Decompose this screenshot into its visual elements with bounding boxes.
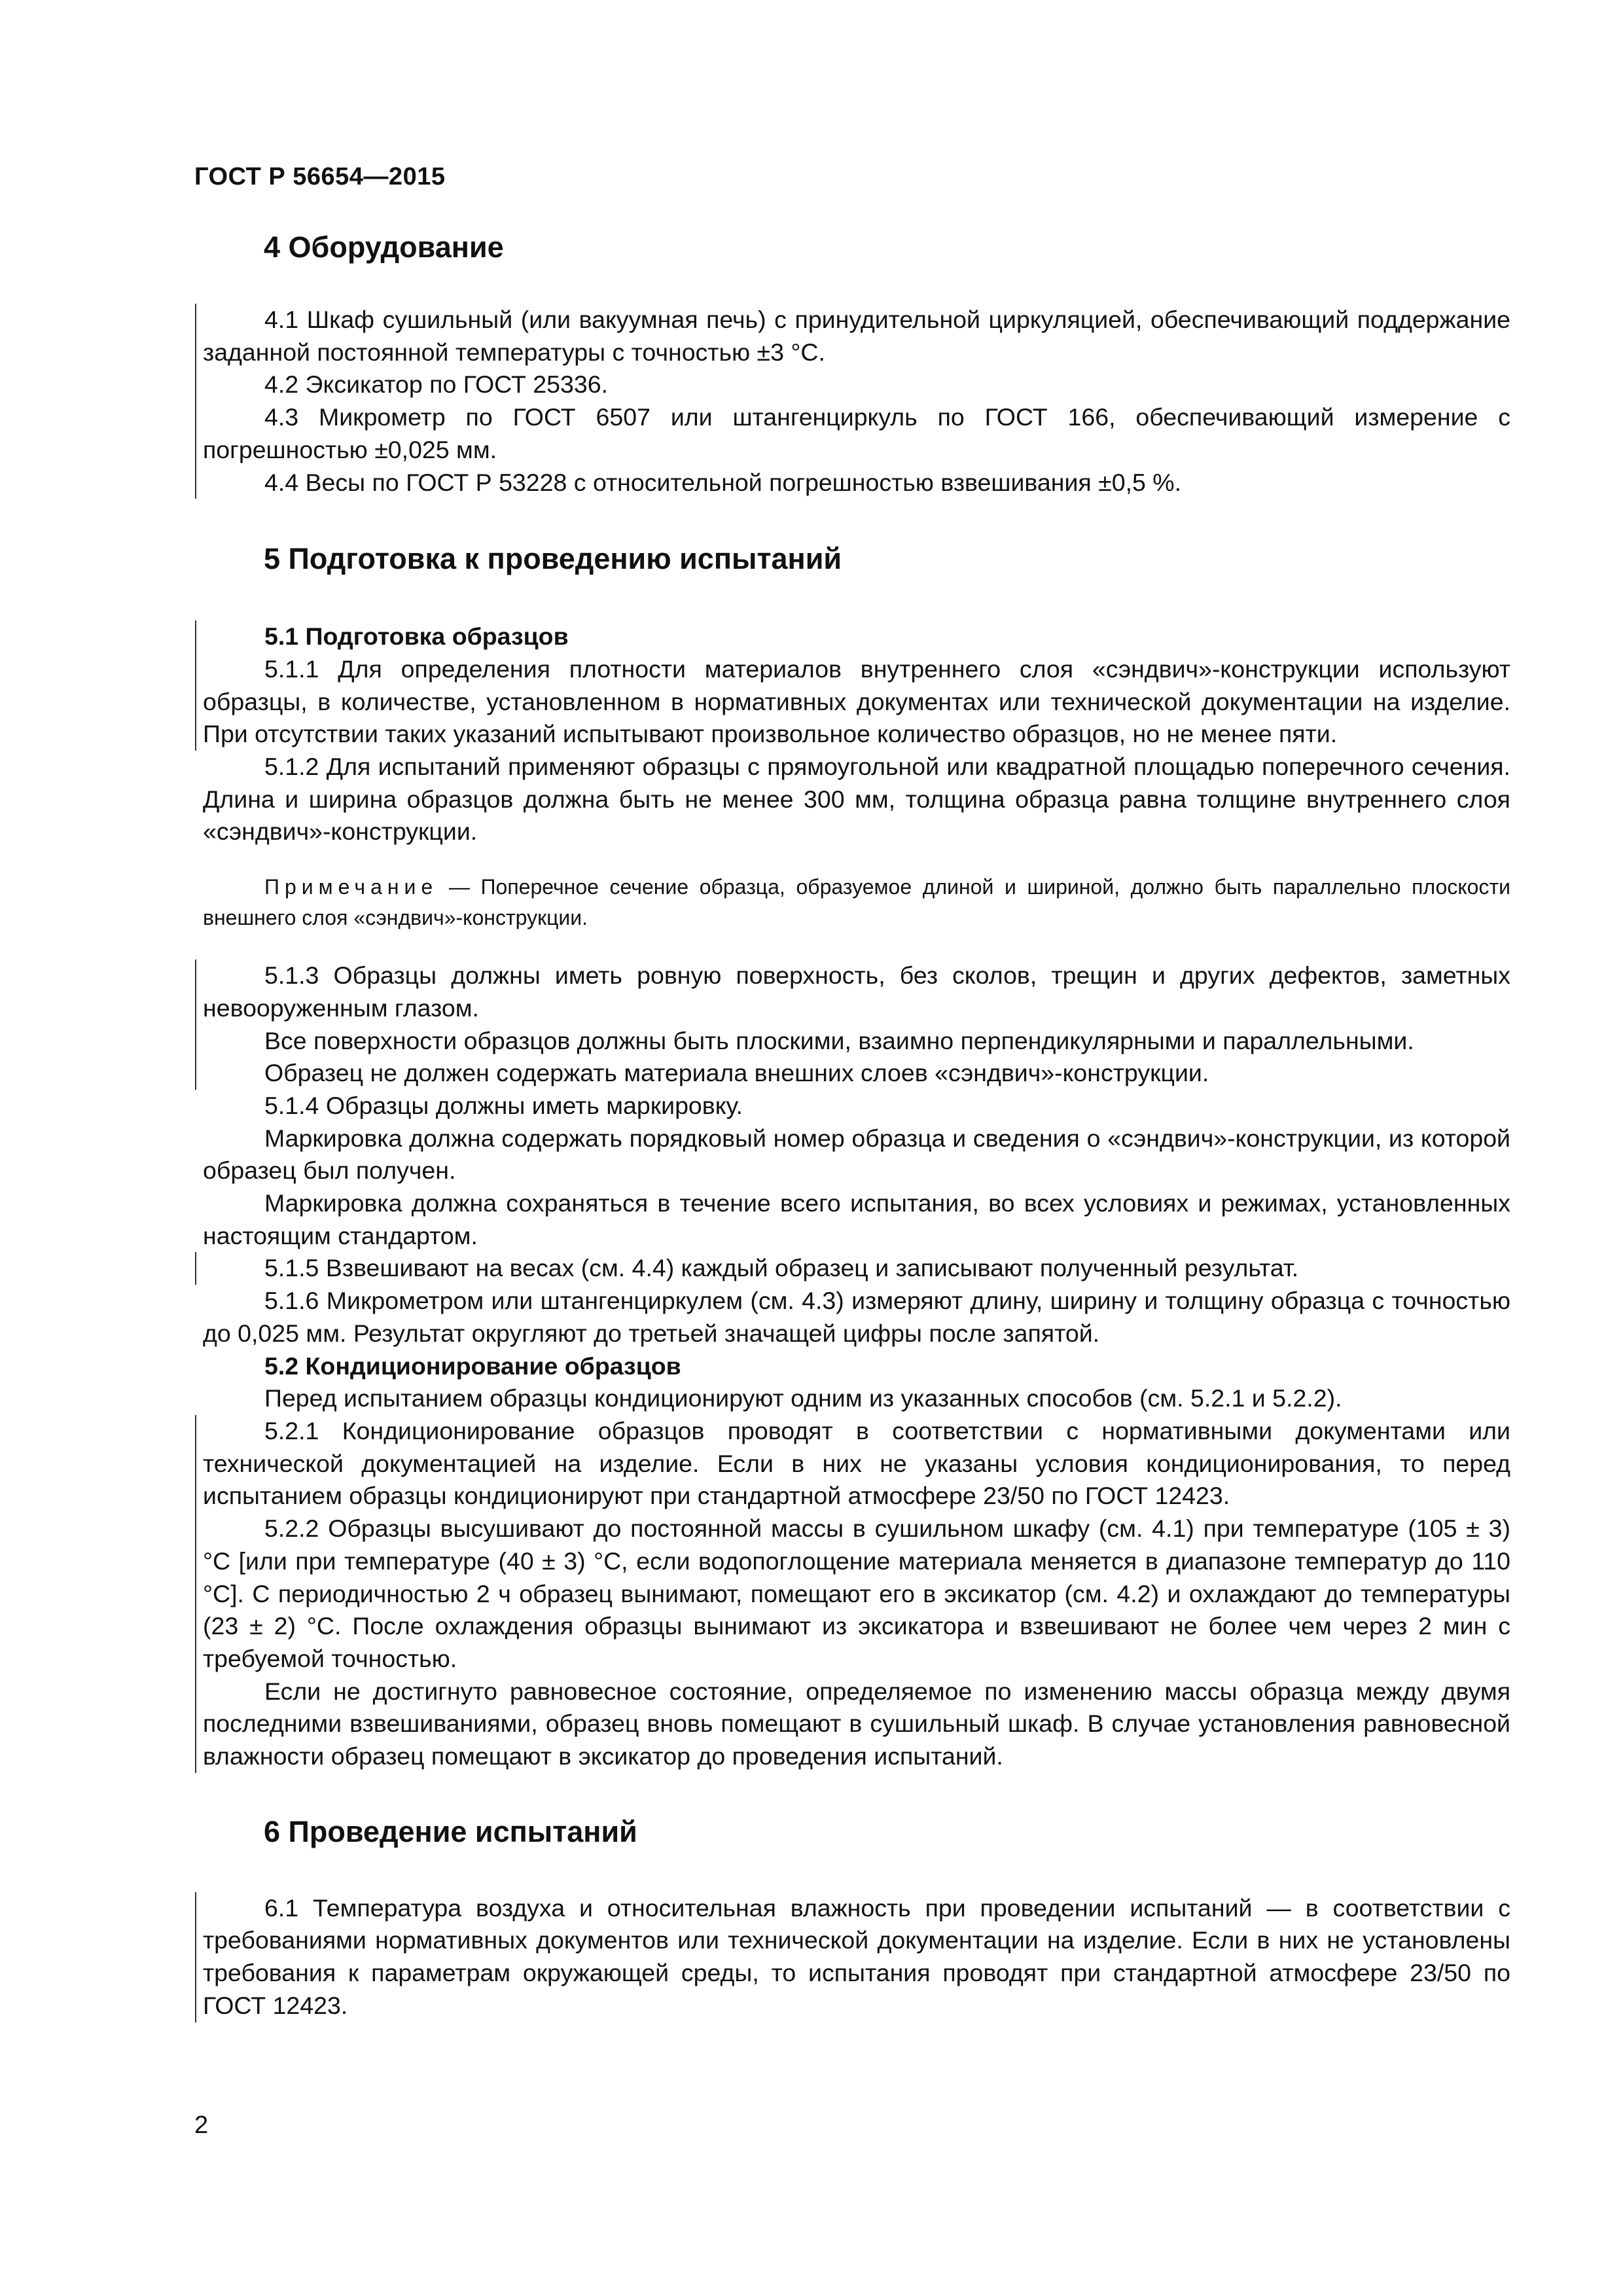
section-4-body [203,304,1510,499]
section-5-2-1-block [203,1415,1510,1773]
page-number: 2 [194,2111,209,2139]
note-label: Примечание [264,875,438,899]
section-5-1-block [203,620,1510,751]
section-4-title: 4 Оборудование [264,230,504,264]
paragraph-4-4: 4.4 Весы по ГОСТ Р 53228 с относительной погрешностью взвешивания ±0,5 %. [264,468,1182,496]
paragraph-5-1-1: 5.1.1 Для определения плотности материалов внутреннего слоя «сэндвич»-конструкции используют образцы, в количестве, установленном в нормативных документах или технической документации на изделие. При отсутствии таких указаний испытывают произвольное количество образцов, но не менее пяти. [203,655,1510,748]
paragraph-5-2-1: 5.2.1 Кондиционирование образцов проводят в соответствии с нормативными документами или технической документацией на изделие. Если в них не указаны условия кондиционирования, то перед испытанием образцы кондиционируют при стандартной атмосфере 23/50 по ГОСТ 12423. [203,1416,1510,1510]
document-body [203,230,1510,2022]
section-5-1-3-block [203,960,1510,1090]
note-text: — Поперечное сечение образца, образуемое длиной и шириной, должно быть параллельно плоскости внешнего слоя «сэндвич»-конструкции. [203,875,1510,930]
subsection-5-2-title: 5.2 Кондиционирование образцов [264,1352,681,1380]
paragraph-5-2-2b: Если не достигнуто равновесное состояние, определяемое по изменению массы образца между двумя последними взвешиваниями, образец вновь помещают в сушильный шкаф. В случае установления равновесной влажности образец помещают в эксикатор до проведения испытаний. [203,1677,1510,1770]
paragraph-5-1-3b: Все поверхности образцов должны быть плоскими, взаимно перпендикулярными и параллельными. [264,1026,1414,1054]
paragraph-5-1-5: 5.1.5 Взвешивают на весах (см. 4.4) каждый образец и записывают полученный результат. [264,1254,1299,1282]
section-5-1-5-block [203,1252,1510,1285]
document-code-header: ГОСТ Р 56654—2015 [194,163,446,190]
paragraph-5-1-2: 5.1.2 Для испытаний применяют образцы с прямоугольной или квадратной площадью поперечного сечения. Длина и ширина образцов должна быть не менее 300 мм, толщина образца равна толщине внутреннего слоя «сэндвич»-конструкции. [203,753,1510,846]
paragraph-6-1: 6.1 Температура воздуха и относительная влажность при проведении испытаний — в соответствии с требованиями нормативных документов или технической документации на изделие. Если в них не установлены требования к параметрам окружающей среды, то испытания проводят при стандартной атмосфере 23/50 по ГОСТ 12423. [203,1893,1510,2019]
section-6-title: 6 Проведение испытаний [264,1814,637,1848]
paragraph-5-2: Перед испытанием образцы кондиционируют одним из указанных способов (см. 5.2.1 и 5.2.2). [264,1384,1342,1412]
paragraph-4-3: 4.3 Микрометр по ГОСТ 6507 или штангенциркуль по ГОСТ 166, обеспечивающий измерение с погрешностью ±0,025 мм. [203,403,1510,463]
section-5-title: 5 Подготовка к проведению испытаний [264,542,842,576]
paragraph-5-1-4: 5.1.4 Образцы должны иметь маркировку. [264,1091,743,1119]
note-block [203,872,1510,933]
paragraph-5-1-3: 5.1.3 Образцы должны иметь ровную поверхность, без сколов, трещин и других дефектов, заметных невооруженным глазом. [203,961,1510,1022]
paragraph-5-1-4c: Маркировка должна сохраняться в течение всего испытания, во всех условиях и режимах, установленных настоящим стандартом. [203,1189,1510,1249]
paragraph-5-2-2: 5.2.2 Образцы высушивают до постоянной массы в сушильном шкафу (см. 4.1) при температуре (105 ± 3) °С [или при температуре (40 ± 3) °С, если водопоглощение материала меняется в диапазоне температур до 110 °С]. С периодичностью 2 ч образец вынимают, помещают его в эксикатор (см. 4.2) и охлаждают до температуры (23 ± 2) °С. После охлаждения образцы вынимают из эксикатора и взвешивают не более чем через 2 мин с требуемой точностью. [203,1515,1510,1672]
paragraph-5-1-3c: Образец не должен содержать материала внешних слоев «сэндвич»-конструкции. [264,1059,1209,1087]
paragraph-4-2: 4.2 Эксикатор по ГОСТ 25336. [264,370,608,399]
section-6-body [203,1892,1510,2022]
paragraph-5-1-4b: Маркировка должна содержать порядковый номер образца и сведения о «сэндвич»-конструкции, из которой образец был получен. [203,1124,1510,1185]
paragraph-4-1: 4.1 Шкаф сушильный (или вакуумная печь) с принудительной циркуляцией, обеспечивающий поддержание заданной постоянной температуры с точностью ±3 °С. [203,306,1510,366]
subsection-5-1-title: 5.1 Подготовка образцов [264,622,569,651]
paragraph-5-1-6: 5.1.6 Микрометром или штангенциркулем (см. 4.3) измеряют длину, ширину и толщину образца с точностью до 0,025 мм. Результат округляют до третьей значащей цифры после запятой. [203,1287,1510,1347]
